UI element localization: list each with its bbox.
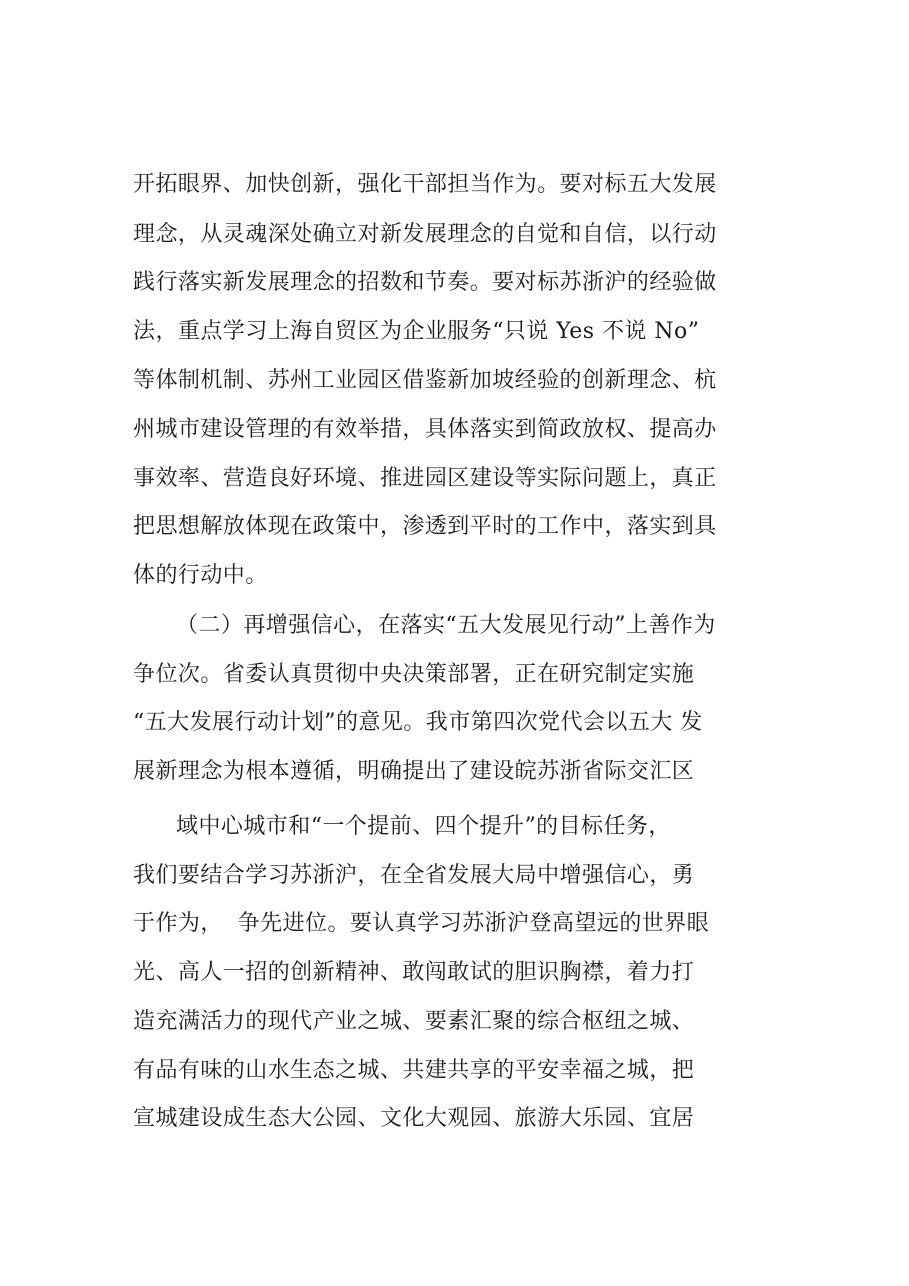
text-line-6: 州城市建设管理的有效举措，具体落实到简政放权、提高办 (133, 417, 717, 442)
section-heading-line: （二）再增强信心，在落实“五大发展见行动”上善作为 (176, 613, 716, 638)
text-line-19: 有品有味的山水生态之城、共建共享的平安幸福之城，把 (133, 1058, 695, 1083)
text-line-3: 践行落实新发展理念的招数和节奏。要对标苏浙沪的经验做 (133, 270, 717, 295)
text-line-16: 于作为， 争先进位。要认真学习苏浙沪登高望远的世界眼 (133, 911, 710, 936)
text-line-12: “五大发展行动计划”的意见。我市第四次党代会以五大 发 (133, 710, 703, 735)
text-line-5: 等体制机制、苏州工业园区借鉴新加坡经验的创新理念、杭 (133, 368, 717, 393)
text-line-18: 造充满活力的现代产业之城、要素汇聚的综合枢纽之城、 (133, 1009, 695, 1034)
text-line-1: 开拓眼界、加快创新，强化干部担当作为。要对标五大发展 (133, 172, 717, 197)
text-line-15: 我们要结合学习苏浙沪，在全省发展大局中增强信心，勇 (133, 863, 695, 888)
text-line-2: 理念，从灵魂深处确立对新发展理念的自觉和自信，以行动 (133, 222, 717, 247)
text-line-17: 光、高人一招的创新精神、敢闯敢试的胆识胸襟，着力打 (133, 960, 695, 985)
text-line-13: 展新理念为根本遵循，明确提出了建设皖苏浙省际交汇区 (133, 759, 695, 784)
text-line-8: 把思想解放体现在政策中，渗透到平时的工作中，落实到具 (133, 514, 717, 539)
text-line-7: 事效率、营造良好环境、推进园区建设等实际问题上，真正 (133, 466, 717, 491)
text-line-14: 域中心城市和“一个提前、四个提升”的目标任务， (176, 814, 671, 839)
text-line-4: 法，重点学习上海自贸区为企业服务“只说 Yes 不说 No” (133, 319, 700, 344)
text-line-9: 体的行动中。 (133, 563, 268, 588)
text-line-11: 争位次。省委认真贯彻中央决策部署，正在研究制定实施 (133, 662, 695, 687)
text-line-20: 宣城建设成生态大公园、文化大观园、旅游大乐园、宜居 (133, 1106, 695, 1131)
